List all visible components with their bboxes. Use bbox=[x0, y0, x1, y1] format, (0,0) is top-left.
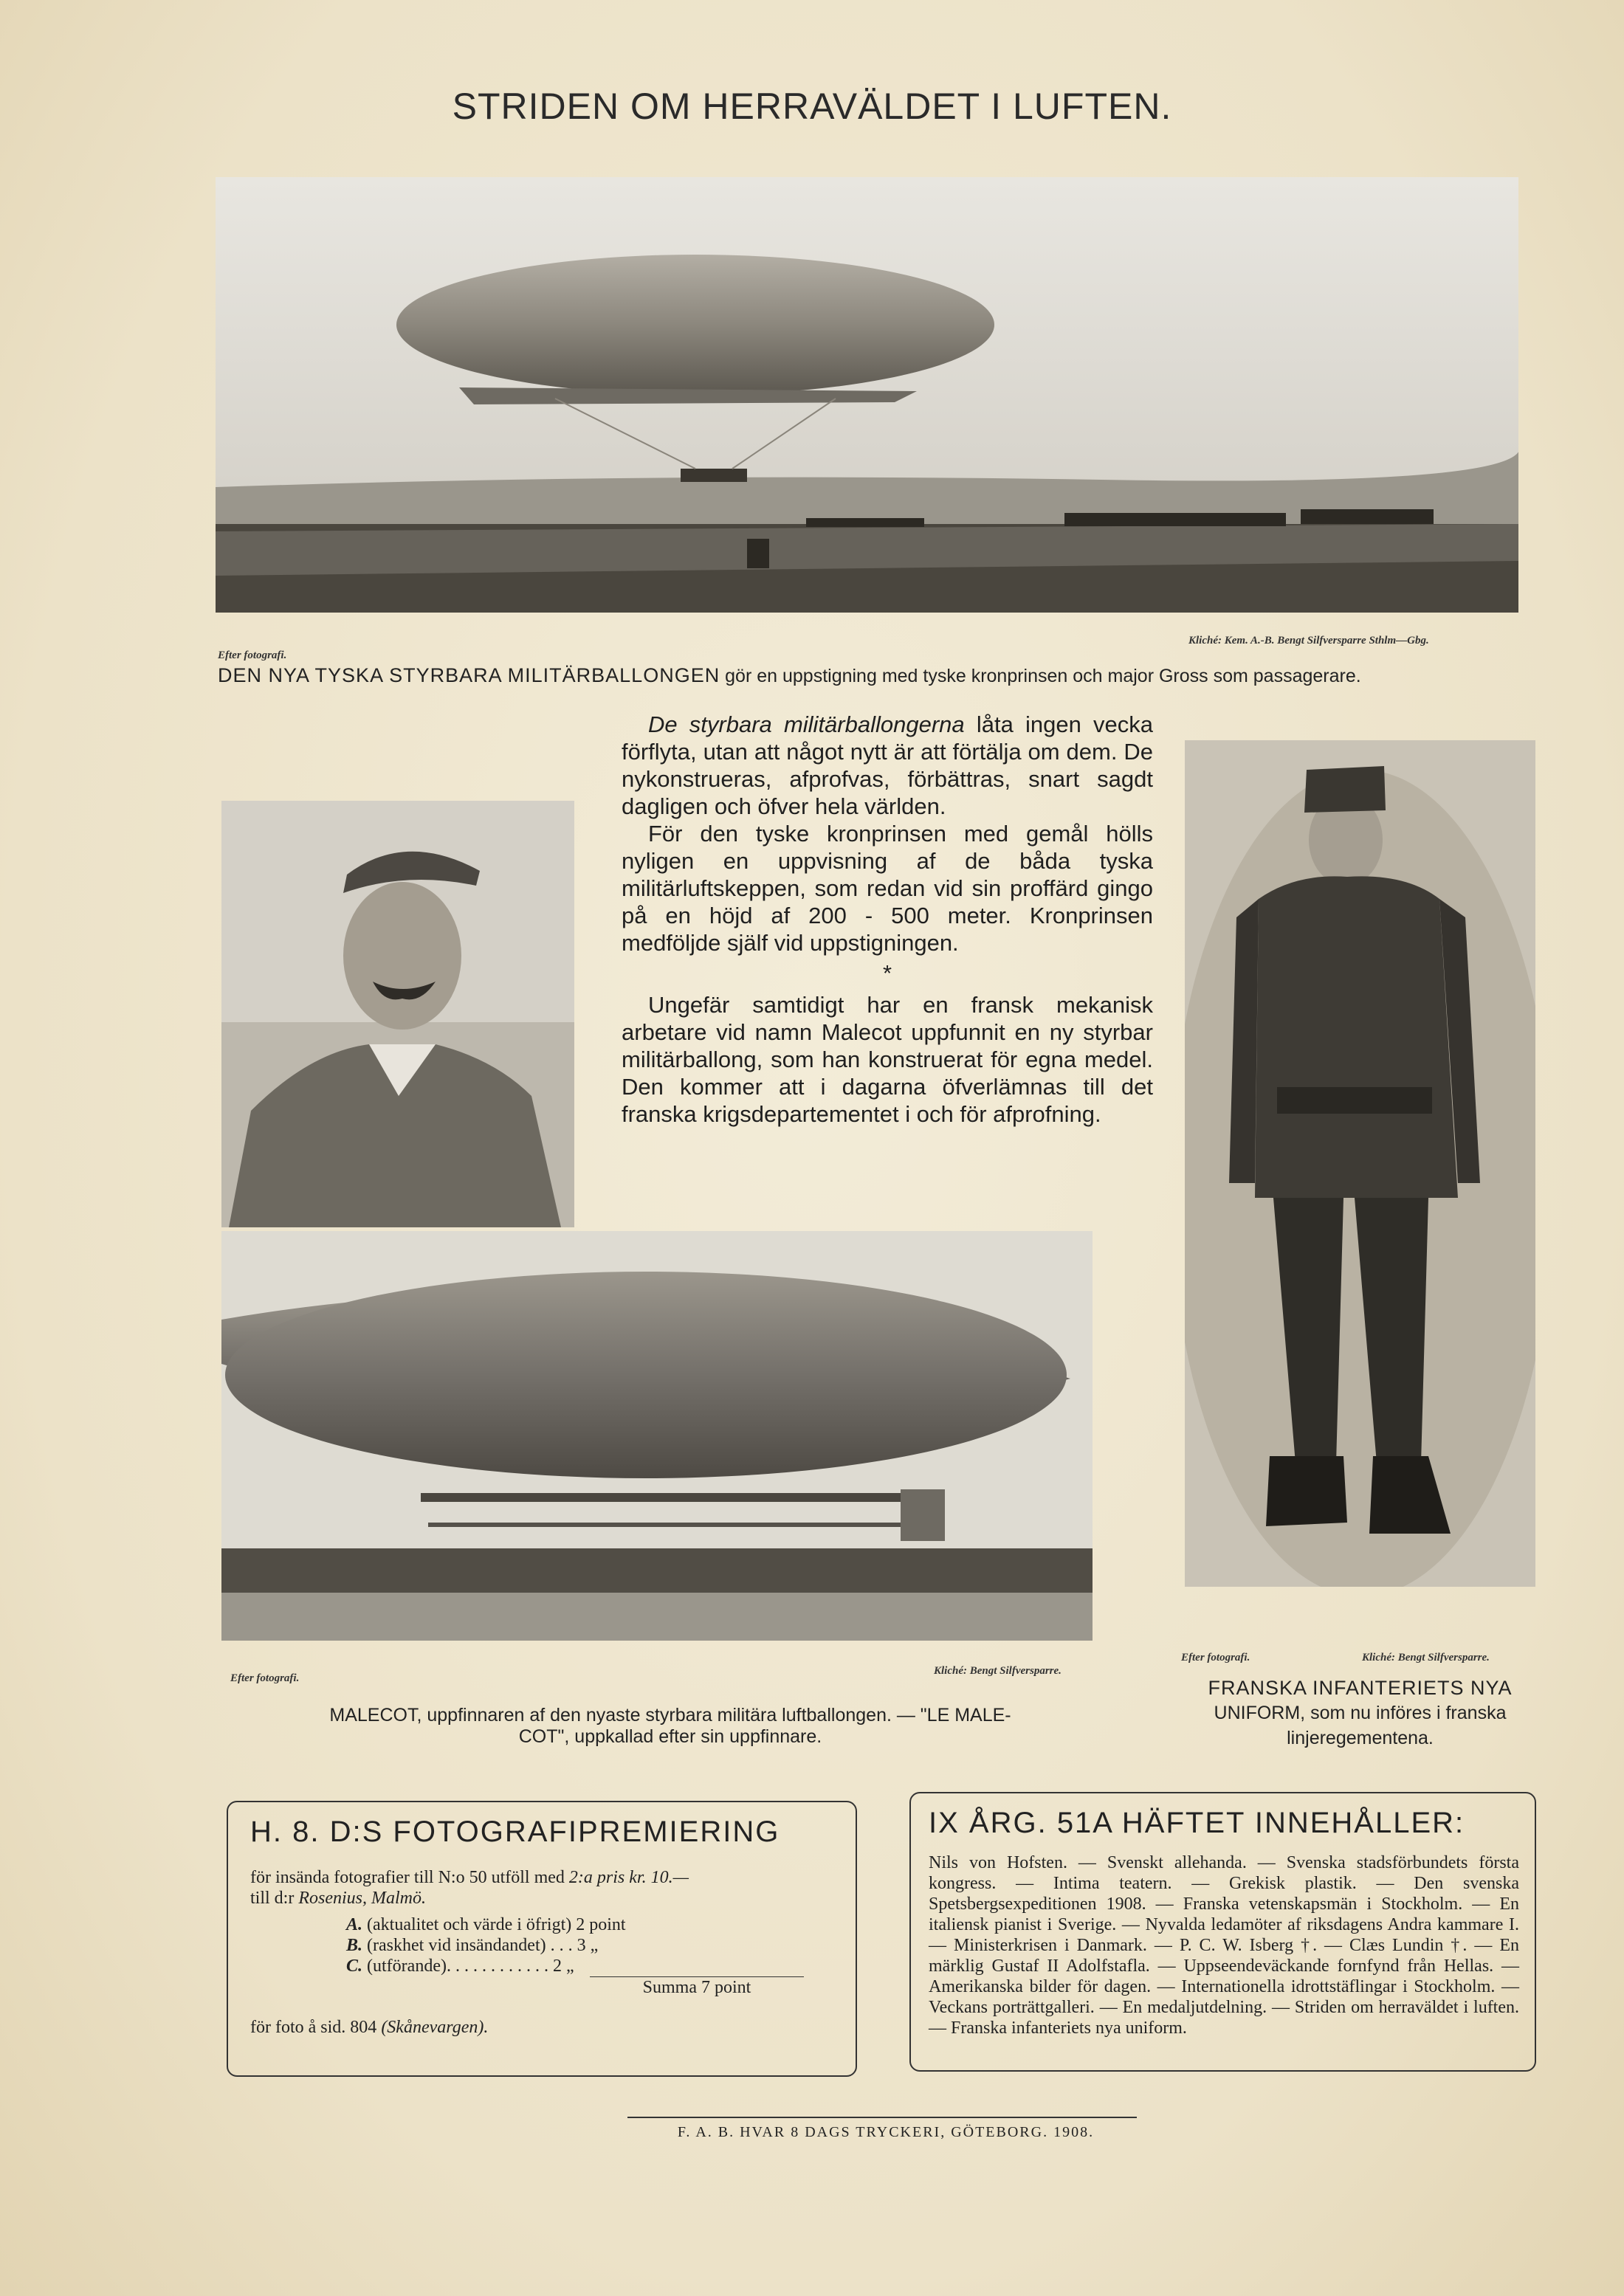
soldier-uniform-photo bbox=[1185, 740, 1535, 1587]
photo-premiering-box bbox=[227, 1801, 857, 2077]
soldier-caption: FRANSKA INFANTERIETS NYA UNIFORM, som nu införes i franska linjeregementena. bbox=[1208, 1677, 1513, 1748]
malecot-photo-credit: Efter fotografi. bbox=[230, 1672, 300, 1684]
article-paragraph-3: Ungefär samtidigt har en fransk mekanisk arbetare vid namn Malecot uppfunnit en ny styrbar militärballong, som han konstruerat för egna medel. Den kommer att i dagarna öfverlämnas till det franska krigsdepartementet i och för afprofning. bbox=[622, 992, 1153, 1127]
malecot-airship-photo bbox=[221, 1231, 1093, 1641]
article-lead-italic: De styrbara militärballongerna bbox=[648, 711, 965, 737]
soldier-photo-credit: Efter fotografi. bbox=[1181, 1652, 1250, 1664]
cliche-credit: Kliché: Kem. A.-B. Bengt Silfversparre Sthlm—Gbg. bbox=[1188, 635, 1429, 647]
premiering-text: för insända fotografier till N:o 50 utföll med 2:a pris kr. 10.— till d:r Rosenius, Malmö. A. (aktualitet och värde i öfrigt) 2 point B. (raskhet vid insändandet) . . . 3 „ C. (utförande). . . . . . . . . . . . 2 „ Summa 7 point för foto å sid. 804 (Skånevargen). bbox=[250, 1867, 841, 2038]
premiering-title: H. 8. D:S FOTOGRAFIPREMIERING bbox=[250, 1816, 780, 1848]
soldier-cliche-credit: Kliché: Bengt Silfversparre. bbox=[1362, 1652, 1490, 1664]
issue-contents-box bbox=[909, 1792, 1536, 2072]
malecot-cliche-credit: Kliché: Bengt Silfversparre. bbox=[934, 1665, 1062, 1677]
malecot-caption: MALECOT, uppfinnaren af den nyaste styrbara militära luftballongen. — "LE MALE- COT", uppkallad efter sin uppfinnare. bbox=[329, 1705, 1011, 1747]
airship-landscape-photo bbox=[216, 177, 1518, 613]
article-paragraph-2: För den tyske kronprinsen med gemål hölls nyligen en uppvisning af de båda tyska militärluftskeppen, som redan vid sin proffärd gingo på en höjd af 200 - 500 meter. Kronprinsen medföljde själf vid uppstigningen. bbox=[622, 821, 1153, 956]
article-body bbox=[622, 711, 1153, 1128]
footer-rule bbox=[627, 2117, 1137, 2118]
malecot-portrait-photo bbox=[221, 801, 574, 1227]
printer-footer: F. A. B. HVAR 8 DAGS TRYCKERI, GÖTEBORG. 1908. bbox=[677, 2124, 1095, 2140]
top-photo-caption: DEN NYA TYSKA STYRBARA MILITÄRBALLONGEN gör en uppstigning med tyske kronprinsen och major Gross som passagerare. bbox=[218, 664, 1361, 686]
page-headline: STRIDEN OM HERRAVÄLDET I LUFTEN. bbox=[452, 86, 1172, 127]
contents-title: IX ÅRG. 51A HÄFTET INNEHÅLLER: bbox=[929, 1807, 1465, 1839]
article-separator: * bbox=[882, 960, 892, 986]
contents-text: Nils von Hofsten. — Svenskt allehanda. — Svenska stadsförbundets första kongress. — Intima teatern. — Grekisk plastik. — Den svenska Spetsbergsexpeditionen 1908. — Franska vetenskapsmän i Stockholm. — En italiensk pianist i Sverige. — Nyvalda ledamöter af riksdagens Andra kammare I. — Ministerkrisen i Danmark. — P. C. W. Isberg †. — Clæs Lundin †. — En märklig Gustaf II Adolfstafla. — Uppseendeväckande fornfynd från Hellas. — Amerikanska bilder för dagen. — Internationella idrottstäflingar i Stockholm. — Veckans porträttgalleri. — En medaljutdelning. — Striden om herraväldet i luften. — Franska infanteriets nya uniform. bbox=[929, 1853, 1519, 2038]
article-paragraph-1: låta ingen vecka förflyta, utan att något nytt är att förtälja om dem. De nykonstrueras, afprofvas, förbättras, snart sagdt dagligen och öfver hela världen. bbox=[622, 711, 1153, 819]
photo-credit: Efter fotografi. bbox=[218, 649, 287, 661]
